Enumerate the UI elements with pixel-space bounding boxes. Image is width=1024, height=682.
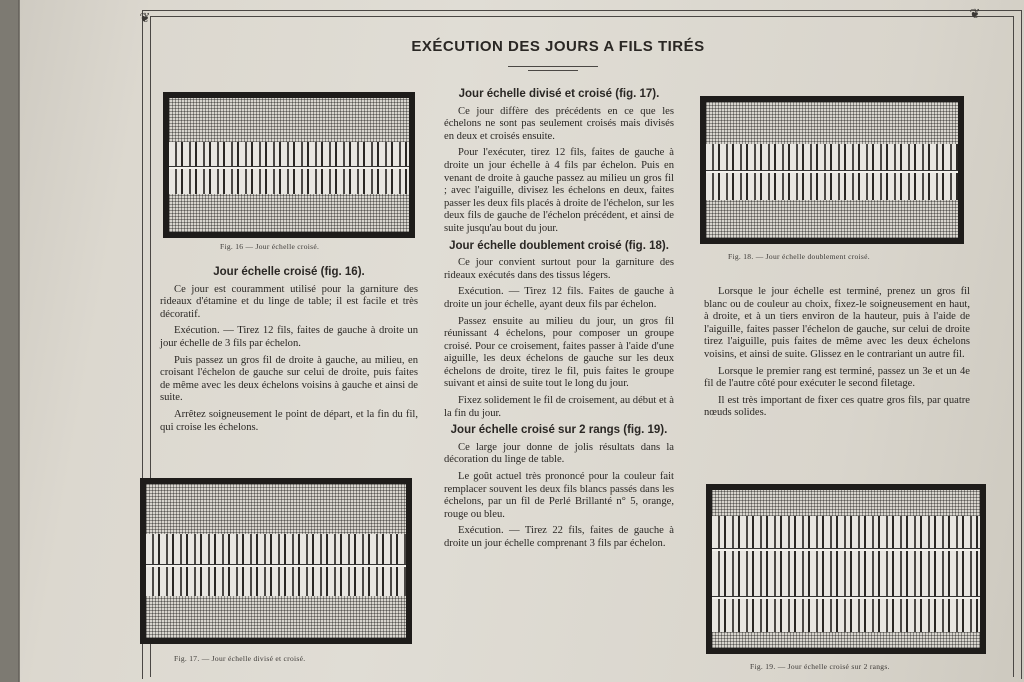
paragraph: Lorsque le jour échelle est terminé, prenez un gros fil blanc ou de couleur au choix, fixez-le soigneusement en haut, à droite, et à un tiers environ de la hauteur, puis à l'aide de l'aiguille, faites passer l'échelon de gauche, sur celui de droite tirez l'aiguille, puis faites de même avec les deux échelons voisins, et ainsi de suite. Glissez en le contrariant un autre fil.: [704, 286, 970, 360]
paragraph: Exécution. — Tirez 22 fils, faites de gauche à droite un jour échelle comprenant 3 fils par échelon.: [444, 525, 674, 549]
figure-18-image: [700, 96, 964, 244]
figure-19-caption: Fig. 19. — Jour échelle croisé sur 2 rangs.: [750, 662, 890, 671]
page-title: EXÉCUTION DES JOURS A FILS TIRÉS: [411, 38, 705, 55]
title-rule: [508, 66, 598, 67]
section-title-fig16: Jour échelle croisé (fig. 16).: [213, 266, 365, 278]
title-rule: [528, 70, 578, 71]
paragraph: Ce jour convient surtout pour la garniture des rideaux exécutés dans des tissus légers.: [444, 257, 674, 281]
paragraph: Le goût actuel très prononcé pour la couleur fait remplacer souvent les deux fils blancs passés dans les échelons, par un fil de Perlé Brillanté n° 5, orange, rouge ou bleu.: [444, 471, 674, 520]
paragraph: Lorsque le premier rang est terminé, passez un 3e et un 4e fil de l'autre côté pour exécuter le second filetage.: [704, 365, 970, 390]
paragraph: Ce large jour donne de jolis résultats dans la décoration du linge de table.: [444, 441, 674, 466]
paragraph: Ce jour est couramment utilisé pour la garniture des rideaux d'étamine et du linge de table; il est facile et très décoratif.: [160, 283, 418, 320]
figure-17-image: [140, 478, 412, 644]
figure-17-caption: Fig. 17. — Jour échelle divisé et croisé.: [174, 654, 306, 663]
section-title-fig18: Jour échelle doublement croisé (fig. 18).: [449, 239, 669, 252]
figure-16-caption: Fig. 16 — Jour échelle croisé.: [220, 242, 320, 251]
paragraph: Exécution. — Tirez 12 fils, faites de gauche à droite un jour échelle de 3 fils par échelon.: [160, 325, 418, 349]
right-column: [704, 286, 970, 424]
paragraph: Ce jour diffère des précédents en ce que les échelons ne sont pas seulement croisés mais divisés en deux et croisés ensuite.: [444, 105, 674, 142]
paragraph: Exécution. — Tirez 12 fils. Faites de gauche à droite un jour échelle, ayant deux fils par échelon.: [444, 286, 674, 310]
paragraph: Fixez solidement le fil de croisement, au début et à la fin du jour.: [444, 395, 674, 419]
figure-18-caption: Fig. 18. — Jour échelle doublement croisé.: [728, 252, 870, 261]
left-column: [160, 266, 418, 438]
paragraph: Il est très important de fixer ces quatre gros fils, par quatre nœuds solides.: [704, 394, 970, 419]
paragraph: Pour l'exécuter, tirez 12 fils, faites de gauche à droite un jour échelle à 4 fils par échelon. Puis en venant de droite à gauche passez au milieu un gros fil ; avec l'aiguille, divisez les échelons en deux, faites passer les deux fils placés à droite de l'échelon, sur les deux fils de gauche de l'échelon précédent, et ainsi de suite jusqu'au bout du jour.: [444, 147, 674, 234]
paragraph: Puis passez un gros fil de droite à gauche, au milieu, en croisant l'échelon de gauche sur celui de droite, puis faites de même avec les deux échelons voisins à gauche et ainsi de suite.: [160, 354, 418, 404]
paragraph: Arrêtez soigneusement le point de départ, et la fin du fil, qui croise les échelons.: [160, 408, 418, 433]
figure-16-image: [163, 92, 415, 238]
middle-column: [444, 88, 674, 555]
section-title-fig17: Jour échelle divisé et croisé (fig. 17).: [458, 88, 660, 100]
figure-19-image: [706, 484, 986, 654]
section-title-fig19: Jour échelle croisé sur 2 rangs (fig. 19).: [450, 424, 668, 437]
corner-ornament-icon: ❦: [969, 7, 981, 22]
paragraph: Passez ensuite au milieu du jour, un gros fil réunissant 4 échelons, pour composer un groupe croisé. Pour ce croisement, faites passer à l'aide d'une aiguille, les deux échelons de gauche sur les deux échelons de droite, tirez le fil, puis faites le groupe suivant et ainsi de suite tout le long du jour.: [444, 315, 674, 390]
corner-ornament-icon: ❦: [139, 11, 151, 26]
gutter-line: [18, 0, 19, 682]
